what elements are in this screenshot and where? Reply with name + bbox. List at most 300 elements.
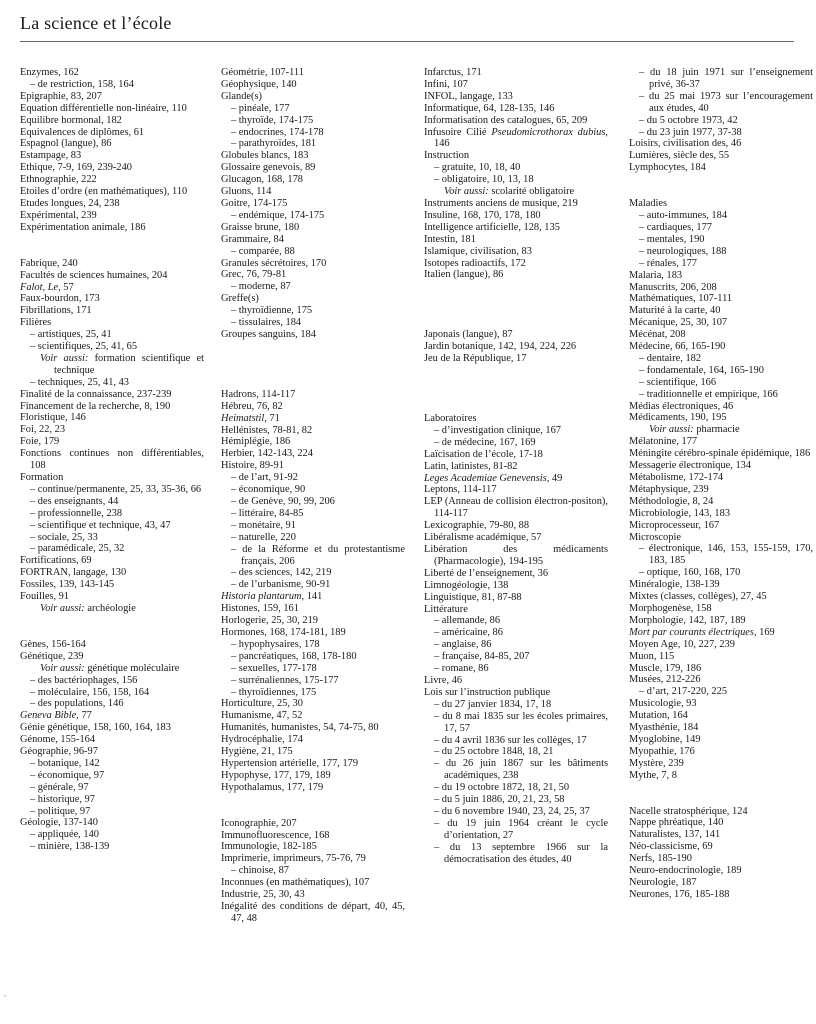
index-subentry	[221, 544, 405, 568]
index-entry	[629, 520, 813, 532]
entry-text: Immunofluorescence, 168	[221, 829, 330, 841]
entry-text: Nappe phréatique, 140	[629, 817, 724, 829]
index-entry	[424, 449, 608, 461]
entry-text: Géométrie, 107-111	[221, 67, 304, 78]
index-subentry	[424, 174, 608, 186]
entry-text: Mécénat, 208	[629, 329, 686, 341]
index-entry	[424, 592, 608, 604]
index-columns	[20, 67, 813, 1017]
entry-text: – thyroïdienne, 175	[231, 305, 313, 317]
index-entry	[20, 555, 204, 567]
index-entry	[20, 591, 204, 603]
index-entry	[424, 210, 608, 222]
entry-text: Libération des médicaments (Pharmacologie), 194-195	[424, 544, 608, 567]
italic-text: Falot, Le,	[20, 281, 61, 293]
index-entry	[221, 889, 405, 901]
entry-text: Faux-bourdon, 173	[20, 293, 100, 305]
index-subentry	[629, 389, 813, 401]
entry-text: Grammaire, 84	[221, 233, 284, 245]
entry-text: Mécanique, 25, 30, 107	[629, 317, 728, 329]
index-entry	[221, 436, 405, 448]
index-column-4	[629, 67, 813, 901]
entry-text: Génétique, 239	[20, 650, 84, 662]
entry-text: INFOL, langage, 133	[424, 90, 513, 102]
entry-text: Laïcisation de l’école, 17-18	[424, 448, 543, 460]
entry-text: – économique, 97	[30, 769, 105, 781]
entry-text: – d’art, 217-220, 225	[639, 686, 728, 698]
index-subentry	[221, 103, 405, 115]
index-entry	[20, 317, 204, 329]
entry-text: Fouilles, 91	[20, 591, 70, 603]
entry-text: Microscopie	[629, 531, 681, 543]
entry-text: Limnogéologie, 138	[424, 579, 509, 591]
entry-text: – du 18 juin 1971 sur l’enseignement privé, 36-37	[639, 67, 813, 90]
entry-text: – littéraire, 84-85	[231, 507, 304, 519]
entry-text: Hellénistes, 78-81, 82	[221, 424, 313, 436]
index-subentry	[20, 698, 204, 710]
entry-text: Hormones, 168, 174-181, 189	[221, 626, 346, 638]
index-entry	[424, 568, 608, 580]
index-subentry	[20, 675, 204, 687]
entry-text: Lois sur l’instruction publique	[424, 686, 551, 698]
entry-text: Myoglobine, 149	[629, 733, 701, 745]
entry-text: Glucagon, 168, 178	[221, 174, 303, 186]
entry-text: Formation	[20, 472, 64, 483]
entry-text: FORTRAN, langage, 130	[20, 567, 127, 579]
entry-text: – rénales, 177	[639, 257, 697, 269]
index-subentry	[424, 818, 608, 842]
entry-text: Géographie, 96-97	[20, 746, 98, 758]
index-entry	[629, 305, 813, 317]
index-entry	[629, 734, 813, 746]
entry-text: Glossaire genevois, 89	[221, 162, 316, 174]
entry-text: Globules blancs, 183	[221, 150, 309, 162]
spacer	[20, 234, 204, 258]
index-entry	[424, 103, 608, 115]
index-entry	[629, 198, 813, 210]
index-entry	[20, 639, 204, 651]
entry-text: – neurologiques, 188	[639, 245, 727, 257]
index-entry	[629, 639, 813, 651]
entry-text: – d’investigation clinique, 167	[434, 424, 561, 436]
entry-text: Filières	[20, 317, 52, 329]
index-subentry	[424, 842, 608, 866]
index-entry	[221, 901, 405, 925]
entry-text: Maturité à la carte, 40	[629, 305, 721, 317]
entry-text: Informatisation des catalogues, 65, 209	[424, 114, 588, 126]
index-entry	[221, 425, 405, 437]
entry-text: – monétaire, 91	[231, 519, 296, 531]
entry-text: – traditionnelle et empirique, 166	[639, 388, 778, 400]
index-subentry	[20, 687, 204, 699]
index-entry	[424, 150, 608, 162]
index-subentry	[221, 520, 405, 532]
entry-text: – du 23 juin 1977, 37-38	[639, 126, 742, 138]
index-subentry	[629, 543, 813, 567]
index-entry	[221, 329, 405, 341]
entry-text: Jeu de la République, 17	[424, 353, 527, 365]
index-subentry	[424, 699, 608, 711]
index-subentry	[424, 794, 608, 806]
index-entry	[20, 91, 204, 103]
index-entry	[221, 782, 405, 794]
entry-text: – gratuite, 10, 18, 40	[434, 162, 521, 174]
index-entry	[221, 627, 405, 639]
entry-text: – des populations, 146	[30, 698, 124, 710]
index-entry	[629, 282, 813, 294]
index-entry	[20, 412, 204, 424]
entry-text: Humanités, humanistes, 54, 74-75, 80	[221, 722, 379, 734]
entry-text: Equation différentielle non-linéaire, 110	[20, 102, 187, 114]
entry-text: Latin, latinistes, 81-82	[424, 460, 518, 472]
index-entry	[20, 567, 204, 579]
index-entry	[629, 841, 813, 853]
entry-text: Lexicographie, 79-80, 88	[424, 520, 530, 532]
entry-text: – française, 84-85, 207	[434, 651, 530, 663]
entry-text: Inconnues (en mathématiques), 107	[221, 877, 370, 889]
index-entry	[629, 877, 813, 889]
entry-text: Musées, 212-226	[629, 674, 701, 686]
entry-text: Grec, 76, 79-81	[221, 269, 287, 281]
entry-text: LEP (Anneau de collision électron-positon), 114-117	[424, 496, 608, 520]
entry-text: – du 6 novembre 1940, 23, 24, 25, 37	[434, 805, 590, 817]
index-subentry	[221, 687, 405, 699]
index-entry	[221, 722, 405, 734]
entry-text: Naturalistes, 137, 141	[629, 829, 721, 841]
entry-text: – du 25 mai 1973 sur l’encouragement aux études, 40	[639, 90, 813, 114]
entry-text: Ethique, 7-9, 169, 239-240	[20, 162, 132, 174]
entry-text: Microbiologie, 143, 183	[629, 507, 731, 519]
index-subentry	[424, 782, 608, 794]
entry-text: – scientifique et technique, 43, 47	[30, 519, 171, 531]
entry-text: Granules sécrétoires, 170	[221, 257, 327, 269]
entry-text: – pinéale, 177	[231, 102, 290, 114]
entry-text: Liberté de l’enseignement, 36	[424, 567, 549, 579]
entry-text: – sexuelles, 177-178	[231, 662, 317, 674]
index-entry	[20, 282, 204, 294]
entry-text: formation scientifique et technique	[54, 352, 204, 376]
index-subentry	[424, 806, 608, 818]
italic-text: Mort par courants électriques,	[629, 626, 757, 638]
entry-text: Etoiles d’ordre (en mathématiques), 110	[20, 186, 188, 198]
index-entry	[629, 710, 813, 722]
italic-text: Voir aussi:	[40, 602, 85, 614]
index-entry	[221, 841, 405, 853]
index-subentry	[20, 770, 204, 782]
index-subentry	[629, 246, 813, 258]
entry-text: – anglaise, 86	[434, 639, 492, 651]
entry-text: Lumières, siècle des, 55	[629, 150, 730, 162]
entry-text: Informatique, 64, 128-135, 146	[424, 102, 555, 114]
index-see-also	[20, 663, 204, 675]
entry-text: Néo-classicisme, 69	[629, 841, 713, 853]
index-entry	[221, 698, 405, 710]
entry-text: Equilibre hormonal, 182	[20, 114, 122, 126]
index-entry	[221, 401, 405, 413]
index-entry	[20, 186, 204, 198]
entry-text: Médias électroniques, 46	[629, 400, 734, 412]
index-subentry	[221, 246, 405, 258]
entry-text: Myopathie, 176	[629, 745, 695, 757]
entry-text: – pancréatiques, 168, 178-180	[231, 650, 357, 662]
index-entry	[629, 746, 813, 758]
entry-text: – du 5 juin 1886, 20, 21, 23, 58	[434, 794, 565, 806]
entry-text: Iconographie, 207	[221, 817, 297, 829]
index-subentry	[629, 258, 813, 270]
index-entry	[221, 389, 405, 401]
index-entry	[629, 591, 813, 603]
index-subentry	[629, 127, 813, 139]
italic-text: Voir aussi:	[40, 352, 89, 364]
index-entry	[424, 484, 608, 496]
index-entry	[221, 162, 405, 174]
entry-text: – générale, 97	[30, 781, 89, 793]
index-entry	[629, 674, 813, 686]
index-subentry	[629, 210, 813, 222]
index-entry	[629, 317, 813, 329]
index-entry	[221, 770, 405, 782]
index-entry	[221, 174, 405, 186]
entry-text: Expérimentation animale, 186	[20, 221, 146, 233]
entry-text: – des sciences, 142, 219	[231, 567, 332, 579]
index-entry	[20, 174, 204, 186]
entry-text: – de l’urbanisme, 90-91	[231, 579, 331, 591]
entry-text: – tissulaires, 184	[231, 317, 302, 329]
index-entry	[424, 544, 608, 568]
index-subentry	[20, 758, 204, 770]
index-entry	[629, 853, 813, 865]
entry-text: Islamique, civilisation, 83	[424, 245, 532, 257]
index-entry	[20, 579, 204, 591]
entry-text: Mixtes (classes, collèges), 27, 45	[629, 591, 767, 603]
index-entry	[221, 710, 405, 722]
entry-text: Expérimental, 239	[20, 209, 97, 221]
index-entry	[424, 687, 608, 699]
title-rule	[20, 41, 794, 42]
index-subentry	[221, 532, 405, 544]
index-subentry	[629, 353, 813, 365]
entry-text: Industrie, 25, 30, 43	[221, 889, 305, 901]
entry-text: 77	[78, 710, 92, 722]
entry-text: Humanisme, 47, 52	[221, 710, 303, 722]
italic-text: Voir aussi:	[40, 662, 85, 674]
entry-text: Méningite cérébro-spinale épidémique, 186	[629, 448, 811, 460]
entry-text: Linguistique, 81, 87-88	[424, 591, 522, 603]
entry-text: Epigraphie, 83, 207	[20, 90, 102, 102]
index-column-2	[221, 67, 405, 925]
index-subentry	[221, 865, 405, 877]
index-subentry	[20, 806, 204, 818]
entry-text: – du 5 octobre 1973, 42	[639, 114, 738, 126]
index-subentry	[20, 532, 204, 544]
index-entry	[221, 186, 405, 198]
index-entry	[629, 829, 813, 841]
index-column-1	[20, 67, 204, 853]
index-entry	[629, 579, 813, 591]
index-entry	[20, 305, 204, 317]
entry-text: Moyen Age, 10, 227, 239	[629, 638, 735, 650]
entry-text: – parathyroïdes, 181	[231, 138, 317, 150]
index-entry	[221, 79, 405, 91]
entry-text: – scientifiques, 25, 41, 65	[30, 341, 138, 353]
entry-text: Géophysique, 140	[221, 78, 297, 90]
index-entry	[424, 246, 608, 258]
index-entry	[424, 675, 608, 687]
entry-text: Greffe(s)	[221, 293, 259, 305]
entry-text: Fortifications, 69	[20, 555, 92, 567]
entry-text: Isotopes radioactifs, 172	[424, 257, 526, 269]
index-entry	[424, 269, 608, 281]
entry-text: Nerfs, 185-190	[629, 853, 692, 865]
entry-text: Libéralisme académique, 57	[424, 532, 542, 544]
page-mark: •	[4, 994, 7, 1000]
entry-text: Facultés de sciences humaines, 204	[20, 269, 168, 281]
entry-text: Jardin botanique, 142, 194, 224, 226	[424, 341, 577, 353]
entry-text: Floristique, 146	[20, 412, 86, 424]
spacer	[20, 615, 204, 639]
index-subentry	[221, 317, 405, 329]
index-entry	[424, 520, 608, 532]
entry-text: Japonais (langue), 87	[424, 329, 513, 341]
index-subentry	[424, 735, 608, 747]
index-entry	[221, 460, 405, 472]
entry-text: – du 4 avril 1836 sur les collèges, 17	[434, 734, 587, 746]
index-entry	[20, 746, 204, 758]
index-entry	[629, 770, 813, 782]
index-subentry	[424, 651, 608, 663]
index-subentry	[629, 567, 813, 579]
index-entry	[20, 103, 204, 115]
index-entry	[424, 222, 608, 234]
index-subentry	[20, 543, 204, 555]
entry-text: – thyroïdiennes, 175	[231, 686, 317, 698]
index-subentry	[221, 496, 405, 508]
entry-text: Hydrocéphalie, 174	[221, 734, 303, 746]
entry-text: 169	[756, 626, 775, 638]
entry-text: – de restriction, 158, 164	[30, 78, 134, 90]
spacer	[221, 341, 405, 365]
entry-text: – dentaire, 182	[639, 352, 702, 364]
spacer	[629, 174, 813, 198]
index-entry	[221, 150, 405, 162]
index-subentry	[221, 508, 405, 520]
entry-text: Fabrique, 240	[20, 257, 78, 269]
index-entry	[424, 604, 608, 616]
entry-text: 146	[434, 138, 450, 150]
entry-text: Gluons, 114	[221, 186, 272, 198]
entry-text: – obligatoire, 10, 13, 18	[434, 174, 534, 186]
index-entry	[424, 67, 608, 79]
entry-text: – appliquée, 140	[30, 829, 99, 841]
index-entry	[629, 162, 813, 174]
entry-text: Médecine, 66, 165-190	[629, 341, 726, 353]
spacer	[424, 389, 608, 413]
entry-text: – de la Réforme et du protestantisme français, 206	[231, 543, 405, 567]
index-subentry	[221, 651, 405, 663]
entry-text: – de l’art, 91-92	[231, 472, 298, 484]
index-entry	[221, 413, 405, 425]
index-entry	[629, 138, 813, 150]
entry-text: – du 26 juin 1867 sur les bâtiments académiques, 238	[434, 758, 608, 782]
entry-text: – historique, 97	[30, 793, 95, 805]
index-entry	[629, 472, 813, 484]
entry-text: – fondamentale, 164, 165-190	[639, 364, 764, 376]
index-entry	[221, 734, 405, 746]
index-entry	[221, 258, 405, 270]
index-subentry	[221, 281, 405, 293]
index-see-also	[424, 186, 608, 198]
entry-text: Etudes longues, 24, 238	[20, 197, 120, 209]
index-entry	[424, 198, 608, 210]
index-entry	[20, 293, 204, 305]
entry-text: – des bactériophages, 156	[30, 674, 138, 686]
entry-text: – paramédicale, 25, 32	[30, 543, 125, 555]
index-entry	[20, 67, 204, 79]
index-subentry	[629, 115, 813, 127]
index-entry	[20, 389, 204, 401]
index-entry	[221, 615, 405, 627]
index-subentry	[221, 115, 405, 127]
entry-text: Mélatonine, 177	[629, 436, 698, 448]
entry-text: – du 19 octobre 1872, 18, 21, 50	[434, 782, 570, 794]
entry-text: Horticulture, 25, 30	[221, 698, 303, 710]
italic-text: Heimatstil,	[221, 412, 267, 424]
entry-text: – optique, 160, 168, 170	[639, 567, 741, 579]
index-entry	[424, 580, 608, 592]
entry-text: – comparée, 88	[231, 245, 295, 257]
index-subentry	[221, 210, 405, 222]
entry-text: – américaine, 86	[434, 627, 503, 639]
spacer	[221, 365, 405, 389]
entry-text: – du 13 septembre 1966 sur la démocratisation des études, 40	[434, 841, 608, 865]
entry-text: Gènes, 156-164	[20, 638, 86, 650]
entry-text: Leptons, 114-117	[424, 484, 497, 496]
index-entry	[629, 293, 813, 305]
index-entry	[20, 115, 204, 127]
entry-text: – professionnelle, 238	[30, 507, 123, 519]
italic-text: Pseudomicrothorax dubius,	[491, 126, 608, 138]
entry-text: Littérature	[424, 603, 468, 615]
entry-text: – endocrines, 174-178	[231, 126, 324, 138]
entry-text: Enzymes, 162	[20, 67, 79, 78]
entry-text: Métaphysique, 239	[629, 483, 709, 495]
entry-text: Foie, 179	[20, 436, 60, 448]
entry-text: Estampage, 83	[20, 150, 82, 162]
index-entry	[221, 91, 405, 103]
index-entry	[221, 234, 405, 246]
index-entry	[629, 401, 813, 413]
entry-text: – sociale, 25, 33	[30, 531, 98, 543]
entry-text: – du 25 octobre 1848, 18, 21	[434, 746, 554, 758]
index-entry	[221, 746, 405, 758]
entry-text: – botanique, 142	[30, 757, 100, 769]
index-entry	[424, 532, 608, 544]
index-entry	[20, 436, 204, 448]
index-subentry	[20, 520, 204, 532]
entry-text: Ethnographie, 222	[20, 174, 97, 186]
entry-text: génétique moléculaire	[84, 662, 180, 674]
index-subentry	[221, 127, 405, 139]
italic-text: Geneva Bible,	[20, 710, 79, 722]
index-entry	[424, 496, 608, 520]
index-subentry	[221, 579, 405, 591]
entry-text: pharmacie	[693, 424, 740, 436]
entry-text: Fonctions continues non différentiables, 108	[20, 448, 204, 472]
index-subentry	[424, 711, 608, 735]
index-entry	[221, 853, 405, 865]
index-entry	[629, 651, 813, 663]
index-subentry	[20, 377, 204, 389]
